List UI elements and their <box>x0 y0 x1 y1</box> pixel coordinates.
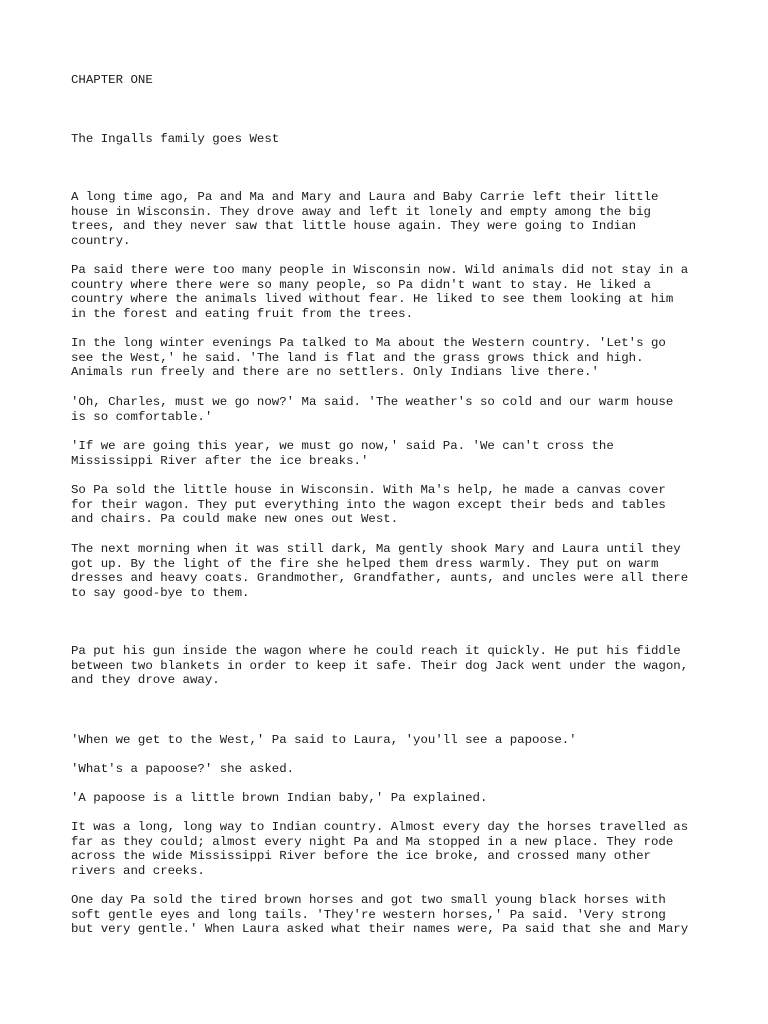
paragraph-7: The next morning when it was still dark, Ma gently shook Mary and Laura until they got up. By the light of the fire she helped them dress warmly. They put on warm dresses and heavy coats. Grandmother, Grandfather, aunts, and uncles were all there to say good-bye to them. <box>71 542 689 600</box>
paragraph-10: 'What's a papoose?' she asked. <box>71 762 295 776</box>
paragraph-5: 'If we are going this year, we must go now,' said Pa. 'We can't cross the Mississippi River after the ice breaks.' <box>71 439 614 468</box>
paragraph-8: Pa put his gun inside the wagon where he could reach it quickly. He put his fiddle between two blankets in order to keep it safe. Their dog Jack went under the wagon, and they drove away. <box>71 644 689 688</box>
paragraph-3: In the long winter evenings Pa talked to Ma about the Western country. 'Let's go see the West,' he said. 'The land is flat and the grass grows thick and high. Animals run freely and there are no settlers. Only Indians live there.' <box>71 336 666 380</box>
paragraph-9: 'When we get to the West,' Pa said to Laura, 'you'll see a papoose.' <box>71 733 577 747</box>
chapter-heading: CHAPTER ONE <box>71 73 153 87</box>
chapter-title: The Ingalls family goes West <box>71 132 280 146</box>
paragraph-2: Pa said there were too many people in Wisconsin now. Wild animals did not stay in a country where there were so many people, so Pa didn't want to stay. He liked a country where the animals lived without fear. He liked to see them looking at him in the forest and eating fruit from the trees. <box>71 263 689 321</box>
paragraph-4: 'Oh, Charles, must we go now?' Ma said. 'The weather's so cold and our warm house is so comfortable.' <box>71 395 674 424</box>
paragraph-13: One day Pa sold the tired brown horses and got two small young black horses with soft gentle eyes and long tails. 'They're western horses,' Pa said. 'Very strong but very gentle.' When Laura asked what their names were, Pa said that she and Mary <box>71 893 689 937</box>
paragraph-11: 'A papoose is a little brown Indian baby,' Pa explained. <box>71 791 488 805</box>
paragraph-12: It was a long, long way to Indian country. Almost every day the horses travelled as far as they could; almost every night Pa and Ma stopped in a new place. They rode across the wide Mississippi River before the ice broke, and crossed many other rivers and creeks. <box>71 820 689 878</box>
paragraph-1: A long time ago, Pa and Ma and Mary and Laura and Baby Carrie left their little house in Wisconsin. They drove away and left it lonely and empty among the big trees, and they never saw that little house again. They were going to Indian country. <box>71 190 659 248</box>
paragraph-6: So Pa sold the little house in Wisconsin. With Ma's help, he made a canvas cover for their wagon. They put everything into the wagon except their beds and tables and chairs. Pa could make new ones out West. <box>71 483 666 527</box>
